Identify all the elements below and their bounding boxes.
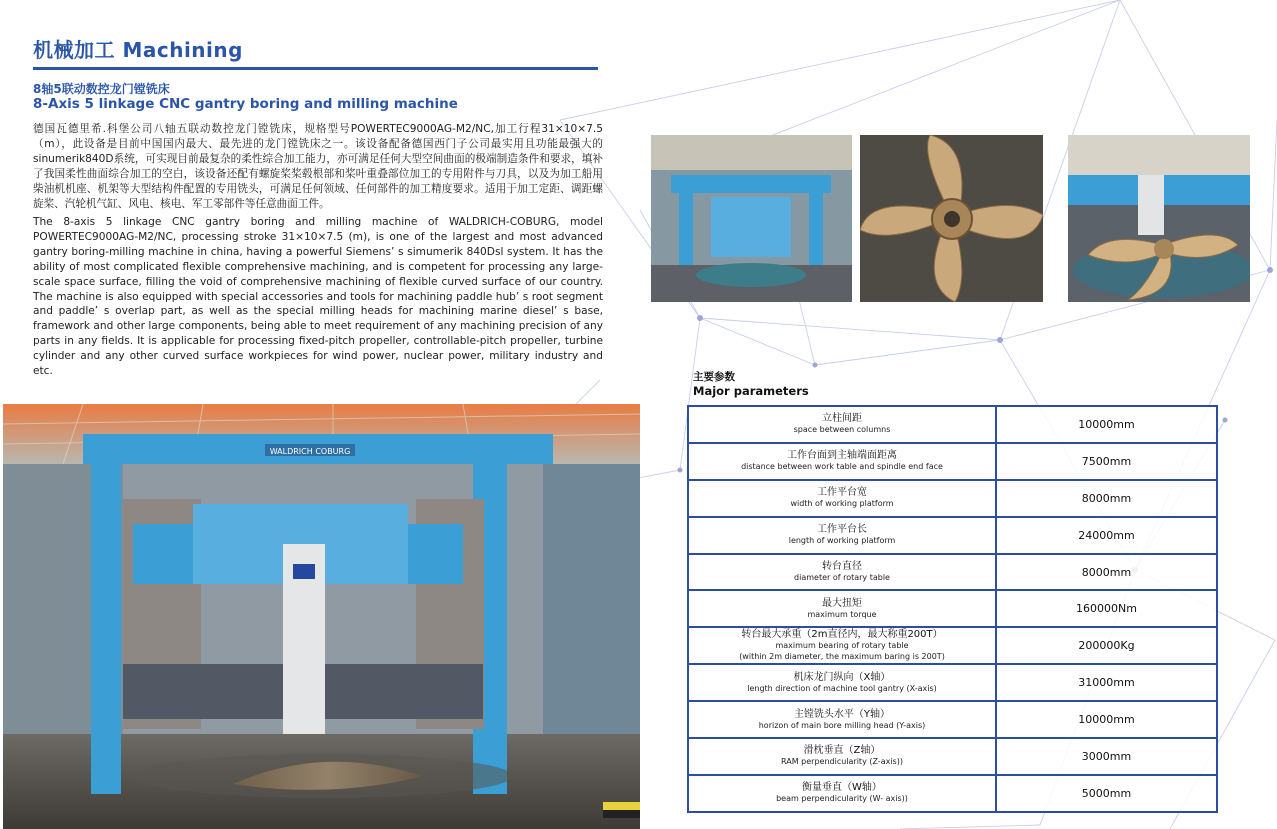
param-name-cn: 立柱间距 [822,413,862,425]
param-value: 24000mm [996,517,1217,554]
description-cn: 德国瓦德里希.科堡公司八轴五联动数控龙门镗铣床，规格型号POWERTEC9000AG-M2/NC,加工行程31×10×7.5（m），此设备是目前中国国内最大、最先进的龙门镗铣床之一。该设备配备德国西门子公司最实用且功能最强大的sinumerik840D系统，可实现目前最复杂的柔性综合加工能力，亦可满足任何大型空间曲面的极端制造条件和要求，填补了我国柔性曲面综合加工的空白，该设备还配有螺旋桨桨毂根部和桨叶重叠部位加工的专用附件与刀具，以及为加工船用柴油机机座、机架等大型结构件配置的专用铣头，可满足任何领域、任何部件的加工精度要求。适用于加工定距、调距螺旋桨、汽轮机气缸、风电、核电、军工零部件等任意曲面工件。 [33,123,603,210]
parameters-table [687,405,1218,813]
gantry-machine-photo [3,404,640,829]
param-name-en: RAM perpendicularity (Z-axis)) [781,757,903,767]
propeller-milling-photo [1068,135,1250,302]
param-label [688,517,996,554]
param-label [688,701,996,738]
workshop-gantry-photo [651,135,852,302]
param-name-cn: 工作平台长 [817,524,867,536]
machine-brand-sign: WALDRICH COBURG [269,447,351,456]
param-value: 7500mm [996,443,1217,480]
section-title: 机械加工 Machining [33,38,243,62]
param-label [688,406,996,443]
param-name-en: length of working platform [788,536,896,546]
param-value: 200000Kg [996,627,1217,664]
param-name-en: horizon of main bore milling head (Y-axis) [758,720,926,730]
table-row [688,443,1217,480]
table-row [688,590,1217,627]
param-name-cn: 衡量垂直（W轴） [802,782,882,794]
param-value: 10000mm [996,701,1217,738]
table-row [688,775,1217,812]
table-row [688,701,1217,738]
param-name-cn: 工作平台宽 [817,487,867,499]
table-row [688,627,1217,664]
param-name-en: length direction of machine tool gantry (X-axis) [747,683,937,693]
param-name-cn: 转台最大承重（2m直径内，最大称重200T） [741,629,943,641]
param-name-cn: 滑枕垂直（Z轴） [803,745,881,757]
table-row [688,664,1217,701]
table-row [688,406,1217,443]
param-label [688,738,996,775]
param-value: 10000mm [996,406,1217,443]
param-name-cn: 工作台面到主轴端面距离 [787,450,897,462]
param-label [688,590,996,627]
param-value: 5000mm [996,775,1217,812]
param-value: 8000mm [996,480,1217,517]
table-row [688,480,1217,517]
title-divider [33,67,598,70]
param-name-en-note: (within 2m diameter, the maximum baring is 200T) [739,652,945,662]
param-label [688,664,996,701]
param-name-en: diameter of rotary table [794,573,890,582]
table-row [688,554,1217,591]
param-name-cn: 机床龙门纵向（X轴） [793,671,891,683]
table-row [688,738,1217,775]
params-title-en: Major parameters [693,384,809,398]
param-label [688,554,996,591]
param-name-cn: 最大扭矩 [822,597,862,609]
param-name-en: beam perpendicularity (W- axis)) [776,794,908,804]
param-value: 160000Nm [996,590,1217,627]
table-row [688,517,1217,554]
param-name-en: maximum torque [807,609,877,619]
param-name-en: maximum bearing of rotary table [775,641,909,651]
param-label [688,627,996,664]
param-label [688,443,996,480]
param-name-cn: 主镗铣头水平（Y轴） [793,708,891,720]
param-name-cn: 转台直径 [822,561,862,572]
description-en: The 8-axis 5 linkage CNC gantry boring and milling machine of WALDRICH-COBURG, model POWERTEC9000AG-M2/NC, processing stroke 31×10×7.5 (m), is one of the largest and most advanced gantry boring-milling machine in china, having a powerful Siemens’ s simumerik 840Dsl system. It has the ability of most complicated flexible comprehensive machining, and is competent for processing any large-scale space surface, filling the void of comprehensive machining of flexible curved surface of our country. The machine is also equipped with special accessories and tools for machining paddle hub’ s root segment and paddle’ s overlap part, as well as the special milling heads for machining marine diesel’ s base, framework and other large components, being able to meet requirement of any machining precision of any parts in any fields. It is applicable for processing fixed-pitch propeller, controllable-pitch propeller, turbine cylinder and any other curved surface workpieces for wind power, nuclear power, military industry and etc. [33,216,603,378]
param-name-en: distance between work table and spindle end face [741,462,943,472]
subtitle-cn: 8轴5联动数控龙门镗铣床 [33,82,170,96]
propeller-photo [860,135,1043,302]
param-value: 8000mm [996,554,1217,591]
param-label [688,480,996,517]
params-title-cn: 主要参数 [693,371,735,383]
param-value: 3000mm [996,738,1217,775]
param-name-en: width of working platform [790,499,894,509]
param-name-en: space between columns [793,425,891,435]
subtitle-en: 8-Axis 5 linkage CNC gantry boring and milling machine [33,96,458,112]
param-label [688,775,996,812]
param-value: 31000mm [996,664,1217,701]
